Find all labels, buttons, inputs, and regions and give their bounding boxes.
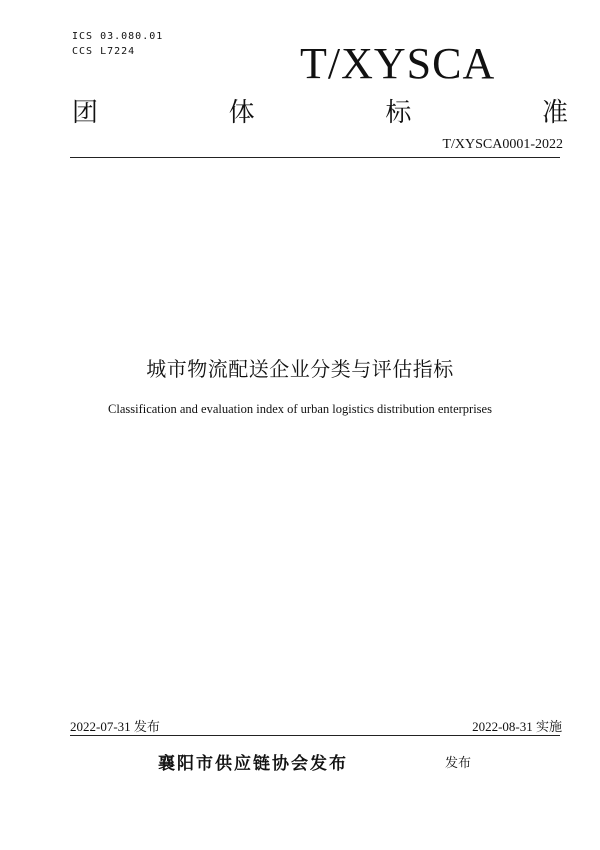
standard-brand: T/XYSCA [300,39,496,88]
doc-type-char: 准 [541,98,568,128]
doc-type-char: 体 [228,98,255,128]
ics-code: ICS 03.080.01 [72,31,164,42]
document-title-chinese: 城市物流配送企业分类与评估指标 [146,357,454,381]
doc-type-char: 团 [72,98,99,128]
publisher-suffix: 发布 [445,756,472,771]
document-title-english: Classification and evaluation index of urban logistics distribution enterprises [108,402,492,416]
doc-type-char: 标 [385,98,412,128]
publish-date: 2022-07-31 发布 [70,719,160,734]
document-type [72,100,568,126]
header-divider [70,157,560,158]
footer-divider [70,735,560,736]
ccs-code: CCS L7224 [72,46,136,57]
standard-number: T/XYSCA0001-2022 [442,137,563,152]
implement-date: 2022-08-31 实施 [472,719,562,734]
publisher-name: 襄阳市供应链协会发布 [158,754,348,774]
